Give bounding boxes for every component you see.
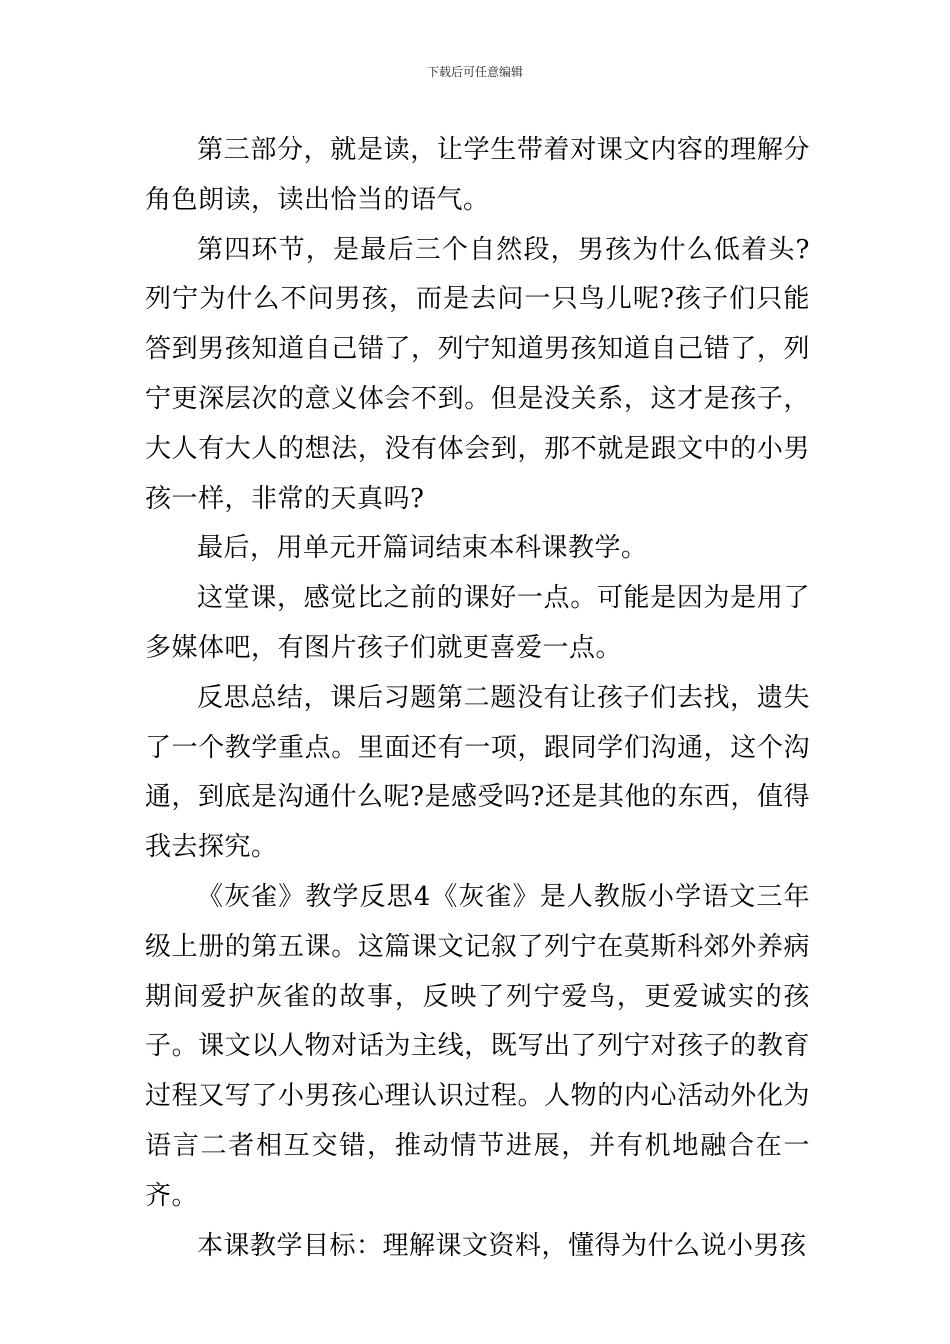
paragraph-2: 第四环节，是最后三个自然段，男孩为什么低着头?列宁为什么不问男孩，而是去问一只鸟儿呢?孩子们只能答到男孩知道自己错了，列宁知道男孩知道自己错了，列宁更深层次的意义体会不到。但是没关系，这才是孩子，大人有大人的想法，没有体会到，那不就是跟文中的小男孩一样，非常的天真吗?: [145, 234, 810, 514]
paragraph-4: 这堂课，感觉比之前的课好一点。可能是因为是用了多媒体吧，有图片孩子们就更喜爱一点。: [145, 583, 810, 663]
paragraph-7: 本课教学目标：理解课文资料，懂得为什么说小男孩: [197, 1230, 807, 1261]
document-body: [145, 126, 810, 1271]
paragraph-3: 最后，用单元开篇词结束本科课教学。: [197, 533, 648, 564]
paragraph-5: 反思总结，课后习题第二题没有让孩子们去找，遗失了一个教学重点。里面还有一项，跟同学们沟通，这个沟通，到底是沟通什么呢?是感受吗?还是其他的东西，值得我去探究。: [145, 682, 810, 863]
page-header: 下载后可任意编辑: [426, 65, 523, 79]
paragraph-6: 《灰雀》教学反思4《灰雀》是人教版小学语文三年级上册的第五课。这篇课文记叙了列宁在莫斯科郊外养病期间爱护灰雀的故事，反映了列宁爱鸟，更爱诚实的孩子。课文以人物对话为主线，既写出了列宁对孩子的教育过程又写了小男孩心理认识过程。人物的内心活动外化为语言二者相互交错，推动情节进展，并有机地融合在一齐。: [145, 881, 810, 1211]
paragraph-1: 第三部分，就是读，让学生带着对课文内容的理解分角色朗读，读出恰当的语气。: [145, 135, 810, 215]
